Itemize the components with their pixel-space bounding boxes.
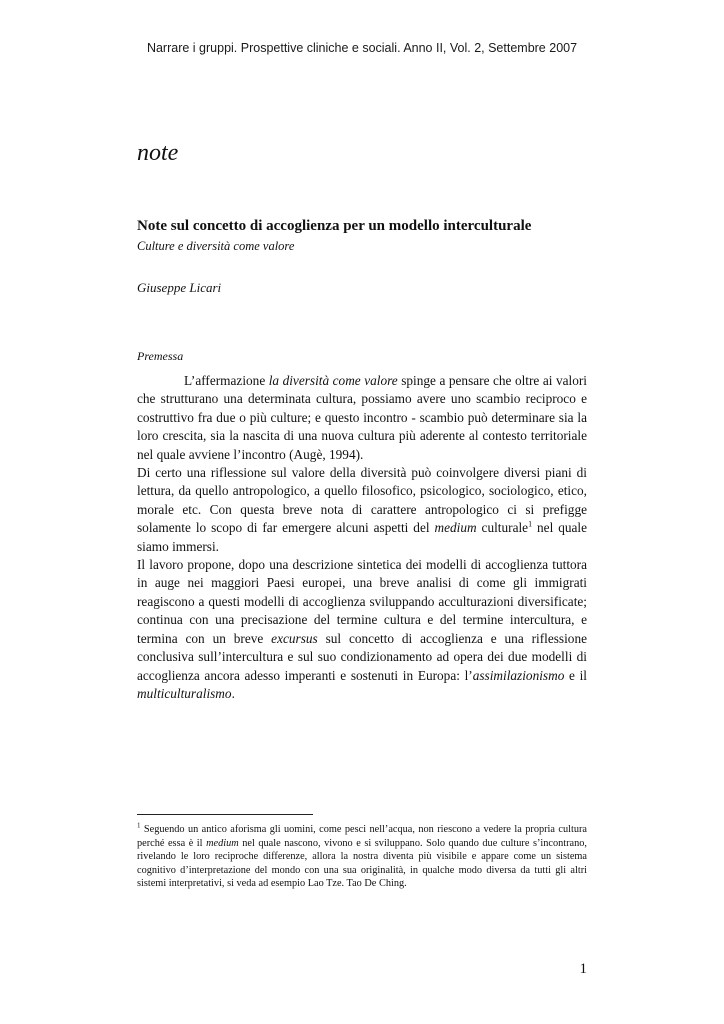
p3-text-b: sul concetto di accoglienza e una riflessione conclusiva sull’intercultura e sul suo condizionamento ad opera dei due modelli di accoglienza ancora adesso imperanti e sostenuti in Europa: l’ (137, 630, 588, 683)
p3-emphasis-2: assimilazionismo (472, 667, 565, 683)
page-number: 1 (579, 961, 587, 977)
p2-text-a: Di certo una riflessione sul valore della diversità può coinvolgere diversi piani di lettura, da quello antropologico, a quello filosofico, psicologico, sociologico, etico, morale etc. Con questa breve nota di carattere antropologico ci si prefigge solamente lo scopo di far emergere alcuni aspetti del (137, 465, 587, 536)
p3-emphasis-1: excursus (271, 630, 318, 646)
paragraph-3 (137, 556, 587, 703)
article-subtitle: Culture e diversità come valore (137, 239, 295, 253)
paragraph-2 (137, 464, 587, 556)
p1-text-b: spinge a pensare che oltre ai valori che strutturano una determinata cultura, possiamo avere uno scambio reciproco e costruttivo fra due o più culture; e questo incontro - scambio può determinare sia la loro crescita, sia la nascita di una nuova cultura più aderente al contesto territoriale nel quale avviene l’incontro (Augè, 1994). (137, 373, 587, 462)
author-name: Giuseppe Licari (137, 280, 222, 295)
p3-emphasis-3: multiculturalismo (137, 685, 232, 701)
footnote-text-a: Seguendo un antico aforisma gli uomini, come pesci nell’acqua, non riescono a vedere la propria cultura perché essa è il (137, 824, 587, 849)
footnote-text-b: nel quale nascono, vivono e si sviluppano. Solo quando due culture s’incontrano, rivelando le loro reciproche differenze, allora la nostra diventa più visibile e appare come un sistema cognitivo d’interpretazione del mondo con una sua originalità, in qualche modo diversa da tutti gli altri sistemi interpretativi, si veda ad esempio Lao Tze. Tao De Ching. (137, 837, 587, 890)
body-text (137, 372, 587, 703)
p3-text-a: Il lavoro propone, dopo una descrizione sintetica dei modelli di accoglienza tuttora in auge nei maggiori Paesi europei, una breve analisi di come gli immigrati reagiscono a questi modelli di accoglienza sviluppando acculturazioni diversificate; continua con una precisazione del termine cultura e del termine intercultura, e termina con un breve (137, 557, 587, 646)
p2-text-b: culturale (476, 520, 529, 536)
footnote-ref[interactable]: 1 (528, 519, 533, 529)
footnote-emphasis: medium (206, 837, 239, 849)
p2-emphasis: medium (434, 520, 477, 536)
article-title: Note sul concetto di accoglienza per un modello interculturale (137, 218, 532, 234)
p1-emphasis: la diversità come valore (268, 373, 398, 388)
running-header: Narrare i gruppi. Prospettive cliniche e sociali. Anno II, Vol. 2, Settembre 2007 (146, 41, 578, 55)
footnote-marker: 1 (137, 821, 141, 830)
footnote-divider (137, 814, 313, 815)
p3-text-d: . (231, 685, 235, 701)
section-label: note (137, 140, 179, 166)
p1-text-a: L’affermazione (184, 373, 269, 388)
paragraph-1 (137, 372, 587, 464)
p3-text-c: e il (564, 667, 587, 683)
p2-text-c: nel quale siamo immersi. (137, 520, 587, 554)
footnote (137, 823, 587, 891)
section-subheading: Premessa (137, 349, 184, 363)
